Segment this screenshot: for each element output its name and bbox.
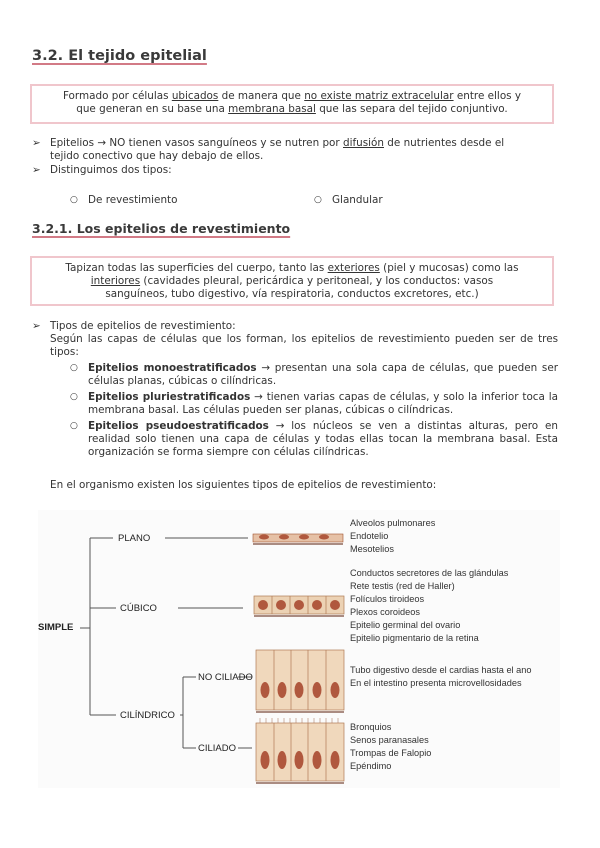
circle-bullet: ○ bbox=[70, 421, 78, 431]
bullet-epitelios: Epitelios → NO tienen vasos sanguíneos y se nutren por difusión de nutrientes desde el bbox=[50, 137, 505, 149]
circle-bullet: ○ bbox=[70, 195, 78, 205]
revestimiento-box: Tapizan todas las superficies del cuerpo, tanto las exteriores (piel y mucosas) como las interiores (cavidades pleural, pericárdica y peritoneal, y los conductos: vasos sanguíneos, tubo digestivo, vía respiratoria, conductos excretores, etc.) bbox=[30, 256, 554, 306]
bullet-arrow: ➢ bbox=[32, 320, 41, 332]
cubico-item: Epitelio pigmentario de la retina bbox=[350, 633, 479, 643]
ciliado-item: Bronquios bbox=[350, 722, 392, 732]
label-cilindrico: CILÍNDRICO bbox=[120, 710, 175, 721]
no-ciliado-item: Tubo digestivo desde el cardias hasta el ano bbox=[350, 665, 532, 675]
circle-bullet: ○ bbox=[314, 195, 322, 205]
bullet-epitelios-cont: tejido conectivo que hay debajo de ellos. bbox=[50, 150, 264, 162]
bullet-arrow: ➢ bbox=[32, 137, 41, 149]
plano-item: Endotelio bbox=[350, 531, 389, 541]
mono-item: Epitelios monoestratificados → presentan una sola capa de células, que pueden ser células planas, cúbicas o cilíndricas. bbox=[88, 362, 558, 388]
definition-box: Formado por células ubicados de manera que no existe matriz extracelular entre ellos y que generan en su base una membrana basal que las separa del tejido conjuntivo. bbox=[30, 84, 554, 124]
cubico-item: Rete testis (red de Haller) bbox=[350, 581, 455, 591]
cubico-item: Epitelio germinal del ovario bbox=[350, 620, 461, 630]
plano-item: Alveolos pulmonares bbox=[350, 518, 436, 528]
types-intro: Según las capas de células que los forman, los epitelios de revestimiento pueden ser de tres tipos: bbox=[50, 333, 558, 359]
label-simple: SIMPLE bbox=[38, 622, 74, 633]
bullet-tipos: Distinguimos dos tipos: bbox=[50, 164, 172, 176]
no-ciliado-item: En el intestino presenta microvellosidades bbox=[350, 678, 522, 688]
cubico-item: Conductos secretores de las glándulas bbox=[350, 568, 509, 578]
subsection-heading: 3.2.1. Los epitelios de revestimiento bbox=[32, 221, 291, 236]
plano-cells bbox=[253, 534, 343, 544]
ciliado-item: Trompas de Falopio bbox=[350, 748, 432, 758]
ciliado-cells bbox=[256, 718, 344, 783]
pluri-item: Epitelios pluriestratificados → tienen varias capas de células, y solo la inferior toca la membrana basal. Las células pueden ser planas, cúbicas o cilíndricas. bbox=[88, 391, 558, 417]
label-cubico: CÚBICO bbox=[120, 603, 157, 614]
cubico-item: Plexos coroideos bbox=[350, 607, 420, 617]
closing-sentence: En el organismo existen los siguientes tipos de epitelios de revestimiento: bbox=[50, 479, 437, 491]
pseudo-item: Epitelios pseudoestratificados → los núcleos se ven a distintas alturas, pero en realidad solo tienen una capa de células y todas ellas tocan la membrana basal. Esta organización se forma siempre con células cilíndricas. bbox=[88, 420, 558, 459]
label-plano: PLANO bbox=[118, 533, 151, 544]
epithelium-diagram bbox=[38, 510, 560, 788]
bullet-arrow: ➢ bbox=[32, 164, 41, 176]
circle-bullet: ○ bbox=[70, 363, 78, 373]
label-no-ciliado: NO CILIADO bbox=[198, 672, 253, 683]
cubico-item: Folículos tiroideos bbox=[350, 594, 425, 604]
section-heading: 3.2. El tejido epitelial bbox=[32, 48, 207, 64]
types-title: Tipos de epitelios de revestimiento: bbox=[50, 320, 236, 332]
ciliado-item: Senos paranasales bbox=[350, 735, 429, 745]
circle-bullet: ○ bbox=[70, 392, 78, 402]
cubico-cells bbox=[254, 596, 344, 616]
no-ciliado-cells bbox=[256, 650, 344, 712]
type-revestimiento: De revestimiento bbox=[88, 194, 178, 206]
plano-item: Mesotelios bbox=[350, 544, 394, 554]
label-ciliado: CILIADO bbox=[198, 743, 237, 754]
diagram-lines bbox=[38, 510, 560, 788]
ciliado-item: Epéndimo bbox=[350, 761, 392, 771]
type-glandular: Glandular bbox=[332, 194, 383, 206]
